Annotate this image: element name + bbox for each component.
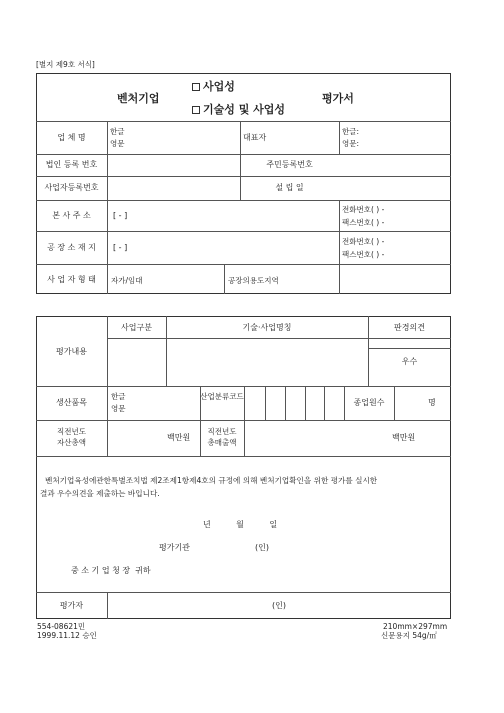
label-prev-sales: 직전년도 총매출액	[207, 427, 237, 447]
hq-fax: 팩스번호( ) -	[342, 218, 385, 227]
factory-fax: 팩스번호( ) -	[342, 250, 385, 259]
col-biz-type: 사업구분	[121, 323, 152, 332]
sales-unit: 백만원	[392, 433, 416, 442]
products-english: 영문	[111, 404, 126, 413]
label-ceo: 대표자	[243, 133, 267, 142]
form-number: [별지 제9호 서식]	[36, 60, 95, 69]
label-hq-address: 본 사 주 소	[52, 211, 91, 220]
title-left: 벤처기업	[117, 92, 160, 105]
factory-phone: 전화번호( ) -	[342, 237, 385, 246]
ceo-korean: 한글:	[342, 127, 360, 136]
label-factory-address: 공 장 소 재 지	[47, 243, 96, 252]
hq-address-bracket: [ - ]	[113, 211, 128, 220]
option-tech-business-label: 기술성 및 사업성	[203, 103, 286, 116]
label-prev-assets: 직전년도 자산총액	[57, 427, 86, 447]
footer-size: 210mm×297mm	[383, 622, 448, 631]
footer-code: 554-08621민	[37, 622, 86, 631]
col-tech-name: 기술·사업명칭	[242, 323, 292, 332]
org-seal: (인)	[255, 543, 269, 552]
title-option-business	[192, 81, 235, 92]
company-english: 영문	[110, 139, 125, 148]
label-evaluator: 평가자	[59, 601, 84, 610]
evaluator-seal: (인)	[272, 601, 286, 610]
own-rent: 자가/임대	[111, 276, 143, 285]
label-industry-code: 산업분류코드	[200, 392, 244, 401]
products-korean: 한글	[111, 392, 126, 401]
footer-paper: 신문용지 54g/㎡	[381, 631, 437, 640]
label-products: 생산품목	[56, 398, 87, 407]
factory-zone: 공장의용도지역	[228, 276, 279, 285]
label-biz-type: 사 업 자 형 태	[47, 275, 96, 284]
title-right: 평가서	[322, 92, 354, 105]
label-corp-reg: 법인 등록 번호	[45, 160, 98, 169]
checkbox-tech-business[interactable]	[192, 106, 200, 114]
label-established: 설 립 일	[275, 183, 304, 192]
col-opinion: 판경의견	[394, 323, 425, 332]
evaluator-org: 평가기관	[159, 543, 190, 552]
option-business-label: 사업성	[203, 80, 235, 93]
statement-line2: 결과 우수의견을 제출하는 바입니다.	[40, 489, 160, 498]
ceo-english: 영문:	[342, 139, 360, 148]
label-biz-reg: 사업자등록번호	[44, 183, 99, 192]
label-company-name: 업 체 명	[57, 133, 86, 142]
checkbox-business[interactable]	[192, 83, 200, 91]
statement-line1: 벤처기업육성에관한특별조치법 제2조제1항제4호의 규정에 의해 벤처기업확인을 위한 평가를 실시한	[45, 476, 378, 485]
persons-unit: 명	[428, 398, 436, 407]
assets-unit: 백만원	[167, 433, 191, 442]
title-option-tech-business	[192, 104, 285, 115]
label-eval-content: 평가내용	[56, 347, 87, 356]
opinion-excellent: 우수	[401, 357, 418, 366]
factory-address-bracket: [ - ]	[113, 243, 128, 252]
footer-approval: 1999.11.12 승인	[37, 631, 97, 640]
addressee: 중 소 기 업 청 장 귀하	[71, 566, 151, 575]
company-korean: 한글	[110, 127, 125, 136]
label-resident-reg: 주민등록번호	[266, 160, 313, 169]
label-employees: 종업원수	[353, 398, 385, 407]
hq-phone: 전화번호( ) -	[342, 205, 385, 214]
date-line: 년 월 일	[203, 520, 278, 529]
